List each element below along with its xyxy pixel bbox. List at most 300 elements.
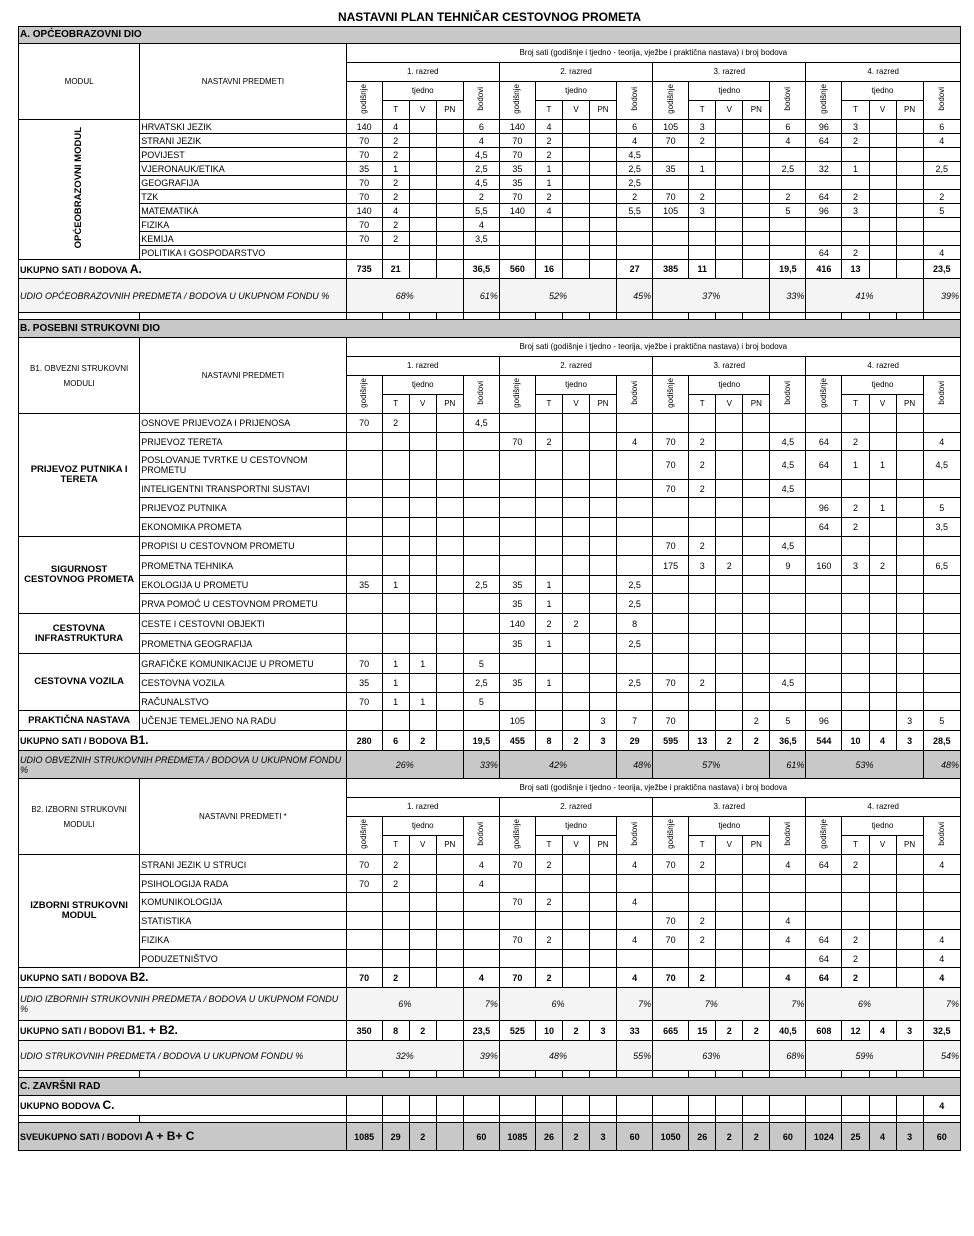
value-cell: 2 [382, 176, 409, 190]
sum-value [436, 1021, 463, 1041]
col-v-header: V [716, 395, 743, 414]
spacer-cell [653, 313, 689, 320]
value-cell [409, 451, 436, 480]
value-cell [869, 480, 896, 498]
value-cell [869, 930, 896, 950]
share-row [19, 1041, 961, 1071]
sum-row [19, 731, 961, 751]
sum-value [590, 968, 617, 988]
value-cell [770, 875, 806, 893]
value-cell [743, 614, 770, 634]
module-cell: PRAKTIČNA NASTAVA [19, 711, 140, 731]
value-cell: 2 [689, 134, 716, 148]
value-cell [689, 518, 716, 537]
value-cell [743, 518, 770, 537]
sum-value [770, 1096, 806, 1116]
value-cell [869, 693, 896, 711]
value-cell [535, 246, 562, 260]
value-cell: 2 [689, 190, 716, 204]
value-cell [463, 480, 499, 498]
points-label: bodovi [629, 87, 639, 111]
share-points: 7% [923, 988, 960, 1021]
value-cell [463, 893, 499, 912]
value-cell [770, 518, 806, 537]
hours-header: Broj sati (godišnje i tjedno - teorija, vježbe i praktična nastava) i broj bodova [346, 779, 960, 798]
value-cell [436, 120, 463, 134]
sum-letter: C. [102, 1098, 115, 1112]
sum-letter: A + B+ C [144, 1129, 195, 1143]
value-cell: 4,5 [463, 414, 499, 433]
value-cell: 2 [689, 480, 716, 498]
value-cell [409, 855, 436, 875]
value-cell [869, 594, 896, 614]
section-row [19, 1078, 961, 1096]
value-cell: 6 [770, 120, 806, 134]
value-cell: 4 [770, 855, 806, 875]
sum-label-text: UKUPNO SATI / BODOVA [20, 264, 130, 275]
value-cell [499, 451, 535, 480]
value-cell: 2 [869, 556, 896, 576]
value-cell: 64 [806, 433, 842, 451]
weekly-header: tjedno [689, 82, 770, 101]
sum-value: 1085 [499, 1123, 535, 1151]
share-label: UDIO OBVEZNIH STRUKOVNIH PREDMETA / BODOVA U UKUPNOM FONDU % [19, 751, 347, 779]
value-cell [590, 148, 617, 162]
value-cell [382, 634, 409, 654]
annual-header [653, 376, 689, 414]
subject-row [19, 480, 961, 498]
subject-name: HRVATSKI JEZIK [140, 120, 346, 134]
points-label: bodovi [782, 822, 792, 846]
value-cell [869, 634, 896, 654]
points-header [923, 817, 960, 855]
value-cell [896, 930, 923, 950]
value-cell: 3 [842, 204, 869, 218]
value-cell [382, 930, 409, 950]
value-cell [590, 498, 617, 518]
value-cell [590, 451, 617, 480]
value-cell [463, 556, 499, 576]
value-cell [409, 634, 436, 654]
value-cell: 35 [499, 162, 535, 176]
value-cell [869, 875, 896, 893]
subject-name: STRANI JEZIK [140, 134, 346, 148]
spacer-cell [19, 1071, 140, 1078]
sum-value [842, 1096, 869, 1116]
col-v-header: V [869, 101, 896, 120]
value-cell [743, 414, 770, 433]
value-cell [436, 912, 463, 930]
value-cell [653, 148, 689, 162]
points-header [463, 817, 499, 855]
share-label: UDIO OPĆEOBRAZOVNIH PREDMETA / BODOVA U UKUPNOM FONDU % [19, 279, 347, 313]
value-cell [590, 162, 617, 176]
sum-label [19, 968, 347, 988]
value-cell [869, 912, 896, 930]
value-cell [923, 693, 960, 711]
spacer-cell [716, 313, 743, 320]
value-cell: 2 [562, 614, 589, 634]
annual-label: godišnje [818, 84, 828, 114]
weekly-header: tjedno [842, 82, 923, 101]
value-cell: 6,5 [923, 556, 960, 576]
value-cell [653, 893, 689, 912]
value-cell [869, 134, 896, 148]
value-cell [869, 120, 896, 134]
value-cell [382, 556, 409, 576]
value-cell [743, 246, 770, 260]
value-cell: 4 [535, 204, 562, 218]
subject-name: POLITIKA I GOSPODARSTVO [140, 246, 346, 260]
sum-value: 32,5 [923, 1021, 960, 1041]
value-cell [743, 634, 770, 654]
value-cell: 3,5 [923, 518, 960, 537]
value-cell [869, 576, 896, 594]
col-pn-header: PN [743, 836, 770, 855]
value-cell [617, 218, 653, 232]
value-cell [409, 162, 436, 176]
sum-value [806, 1096, 842, 1116]
value-cell [716, 433, 743, 451]
weekly-header: tjedno [842, 817, 923, 836]
col-t-header: T [382, 395, 409, 414]
value-cell [923, 875, 960, 893]
value-cell [923, 614, 960, 634]
value-cell: 1 [382, 162, 409, 176]
value-cell [653, 950, 689, 968]
value-cell [743, 855, 770, 875]
subject-row [19, 594, 961, 614]
value-cell [770, 414, 806, 433]
value-cell [436, 498, 463, 518]
spacer-cell [535, 313, 562, 320]
grade-header: 1. razred [346, 357, 499, 376]
value-cell [806, 674, 842, 693]
value-cell [770, 176, 806, 190]
value-cell: 2 [842, 518, 869, 537]
value-cell [562, 518, 589, 537]
share-hours: 6% [346, 988, 463, 1021]
spacer-cell [590, 1116, 617, 1123]
value-cell [590, 518, 617, 537]
value-cell [346, 433, 382, 451]
grade-header: 3. razred [653, 63, 806, 82]
value-cell [409, 480, 436, 498]
value-cell [562, 950, 589, 968]
value-cell [806, 232, 842, 246]
value-cell [499, 518, 535, 537]
value-cell [743, 950, 770, 968]
value-cell [896, 855, 923, 875]
col-pn-header: PN [590, 395, 617, 414]
b1-header: B1. OBVEZNI STRUKOVNI MODULI [19, 338, 140, 414]
value-cell [869, 176, 896, 190]
value-cell [617, 875, 653, 893]
sum-value: 29 [382, 1123, 409, 1151]
value-cell [869, 950, 896, 968]
sum-value: 2 [842, 968, 869, 988]
value-cell [896, 162, 923, 176]
value-cell: 35 [346, 576, 382, 594]
value-cell: 105 [499, 711, 535, 731]
sum-value: 23,5 [463, 1021, 499, 1041]
value-cell: 1 [409, 654, 436, 674]
points-label: bodovi [936, 87, 946, 111]
value-cell [653, 176, 689, 190]
value-cell [436, 614, 463, 634]
value-cell [436, 930, 463, 950]
sum-value: 4 [617, 968, 653, 988]
annual-header [499, 376, 535, 414]
value-cell [716, 246, 743, 260]
value-cell [806, 576, 842, 594]
value-cell: 3 [842, 556, 869, 576]
subject-name: INTELIGENTNI TRANSPORTNI SUSTAVI [140, 480, 346, 498]
annual-label: godišnje [818, 819, 828, 849]
subject-name: CESTE I CESTOVNI OBJEKTI [140, 614, 346, 634]
value-cell [770, 893, 806, 912]
col-pn-header: PN [743, 395, 770, 414]
sum-value: 2 [716, 1123, 743, 1151]
value-cell [562, 134, 589, 148]
module-cell: CESTOVNA VOZILA [19, 654, 140, 711]
col-v-header: V [562, 836, 589, 855]
share-points: 7% [463, 988, 499, 1021]
spacer-cell [19, 313, 140, 320]
spacer-row [19, 1116, 961, 1123]
spacer-cell [436, 313, 463, 320]
share-points: 39% [923, 279, 960, 313]
value-cell [743, 875, 770, 893]
value-cell [689, 654, 716, 674]
value-cell [436, 875, 463, 893]
value-cell [806, 148, 842, 162]
value-cell [617, 556, 653, 576]
subjects-header: NASTAVNI PREDMETI [140, 44, 346, 120]
value-cell: 4 [617, 930, 653, 950]
sum-value: 4 [923, 968, 960, 988]
value-cell [562, 893, 589, 912]
subject-row [19, 148, 961, 162]
sum-value: 10 [842, 731, 869, 751]
value-cell [590, 875, 617, 893]
value-cell [499, 556, 535, 576]
sum-value [716, 968, 743, 988]
value-cell [770, 950, 806, 968]
value-cell [346, 614, 382, 634]
value-cell [896, 614, 923, 634]
sum-value: 2 [562, 1021, 589, 1041]
sum-value [436, 1123, 463, 1151]
col-t-header: T [689, 395, 716, 414]
value-cell [869, 162, 896, 176]
value-cell [409, 893, 436, 912]
subject-row [19, 912, 961, 930]
sum-value: 416 [806, 260, 842, 279]
value-cell: 2 [535, 930, 562, 950]
section-row [19, 27, 961, 44]
subject-row [19, 176, 961, 190]
value-cell [562, 498, 589, 518]
value-cell [716, 594, 743, 614]
value-cell [436, 855, 463, 875]
value-cell: 70 [346, 654, 382, 674]
sum-value: 455 [499, 731, 535, 751]
value-cell [716, 893, 743, 912]
value-cell [535, 218, 562, 232]
value-cell: 70 [653, 433, 689, 451]
value-cell [806, 614, 842, 634]
value-cell: 2 [689, 433, 716, 451]
value-cell [617, 537, 653, 556]
value-cell [896, 218, 923, 232]
value-cell [436, 176, 463, 190]
subject-name: EKOLOGIJA U PROMETU [140, 576, 346, 594]
value-cell [842, 654, 869, 674]
grade-header: 4. razred [806, 357, 961, 376]
sum-value [716, 260, 743, 279]
sum-value: 608 [806, 1021, 842, 1041]
subject-row [19, 693, 961, 711]
value-cell [743, 576, 770, 594]
value-cell [842, 576, 869, 594]
sum-value: 11 [689, 260, 716, 279]
value-cell: 105 [653, 120, 689, 134]
share-hours: 53% [806, 751, 923, 779]
value-cell: 1 [869, 498, 896, 518]
sum-value [590, 1096, 617, 1116]
grade-header: 3. razred [653, 798, 806, 817]
col-t-header: T [842, 836, 869, 855]
value-cell [689, 576, 716, 594]
points-label: bodovi [782, 381, 792, 405]
sum-value: 3 [590, 1123, 617, 1151]
value-cell: 70 [653, 480, 689, 498]
value-cell [346, 594, 382, 614]
value-cell [716, 480, 743, 498]
value-cell [896, 537, 923, 556]
sum-label [19, 260, 347, 279]
share-points: 68% [770, 1041, 806, 1071]
spacer-cell [842, 1116, 869, 1123]
value-cell [842, 614, 869, 634]
value-cell: 3 [689, 204, 716, 218]
subject-row [19, 556, 961, 576]
value-cell: 5 [770, 204, 806, 218]
value-cell [535, 912, 562, 930]
value-cell [896, 634, 923, 654]
value-cell: 4,5 [617, 148, 653, 162]
spacer-cell [590, 313, 617, 320]
value-cell [562, 232, 589, 246]
spacer-cell [806, 313, 842, 320]
value-cell [436, 594, 463, 614]
value-cell [716, 204, 743, 218]
subject-row [19, 950, 961, 968]
value-cell [499, 480, 535, 498]
value-cell [436, 134, 463, 148]
value-cell [409, 204, 436, 218]
value-cell [896, 134, 923, 148]
value-cell [409, 232, 436, 246]
sum-value: 13 [842, 260, 869, 279]
value-cell: 70 [499, 433, 535, 451]
col-v-header: V [562, 395, 589, 414]
subject-row [19, 120, 961, 134]
subject-row [19, 930, 961, 950]
value-cell [842, 537, 869, 556]
value-cell [842, 674, 869, 693]
value-cell: 2 [716, 556, 743, 576]
col-v-header: V [409, 101, 436, 120]
sum-value: 665 [653, 1021, 689, 1041]
annual-header [653, 82, 689, 120]
value-cell: 2 [689, 930, 716, 950]
subject-row [19, 246, 961, 260]
sum-value: 13 [689, 731, 716, 751]
value-cell: 5 [463, 693, 499, 711]
value-cell [689, 693, 716, 711]
value-cell: 3 [689, 120, 716, 134]
value-cell [463, 634, 499, 654]
sum-value [463, 1096, 499, 1116]
value-cell [535, 498, 562, 518]
value-cell: 4,5 [770, 433, 806, 451]
value-cell: 96 [806, 711, 842, 731]
value-cell [382, 537, 409, 556]
value-cell [689, 218, 716, 232]
value-cell [436, 537, 463, 556]
value-cell: 4 [770, 134, 806, 148]
value-cell: 2,5 [463, 674, 499, 693]
value-cell [896, 148, 923, 162]
value-cell [689, 711, 716, 731]
subject-row [19, 855, 961, 875]
value-cell [653, 576, 689, 594]
value-cell [716, 190, 743, 204]
value-cell [716, 674, 743, 693]
spacer-cell [590, 1071, 617, 1078]
value-cell [409, 594, 436, 614]
value-cell [653, 498, 689, 518]
sum-row [19, 260, 961, 279]
value-cell [409, 556, 436, 576]
value-cell [716, 451, 743, 480]
value-cell [770, 246, 806, 260]
value-cell [436, 654, 463, 674]
col-v-header: V [562, 101, 589, 120]
spacer-cell [140, 1116, 346, 1123]
value-cell: 64 [806, 950, 842, 968]
sum-value: 29 [617, 731, 653, 751]
value-cell [653, 218, 689, 232]
value-cell [436, 433, 463, 451]
value-cell [382, 498, 409, 518]
sum-value: 64 [806, 968, 842, 988]
value-cell: 2 [842, 498, 869, 518]
value-cell [842, 693, 869, 711]
value-cell [463, 912, 499, 930]
value-cell [382, 711, 409, 731]
value-cell [562, 148, 589, 162]
value-cell [590, 433, 617, 451]
value-cell: 70 [653, 930, 689, 950]
points-header [770, 376, 806, 414]
value-cell [346, 930, 382, 950]
section-c-title: C. ZAVRŠNI RAD [19, 1078, 961, 1096]
value-cell [653, 614, 689, 634]
weekly-header: tjedno [535, 817, 616, 836]
